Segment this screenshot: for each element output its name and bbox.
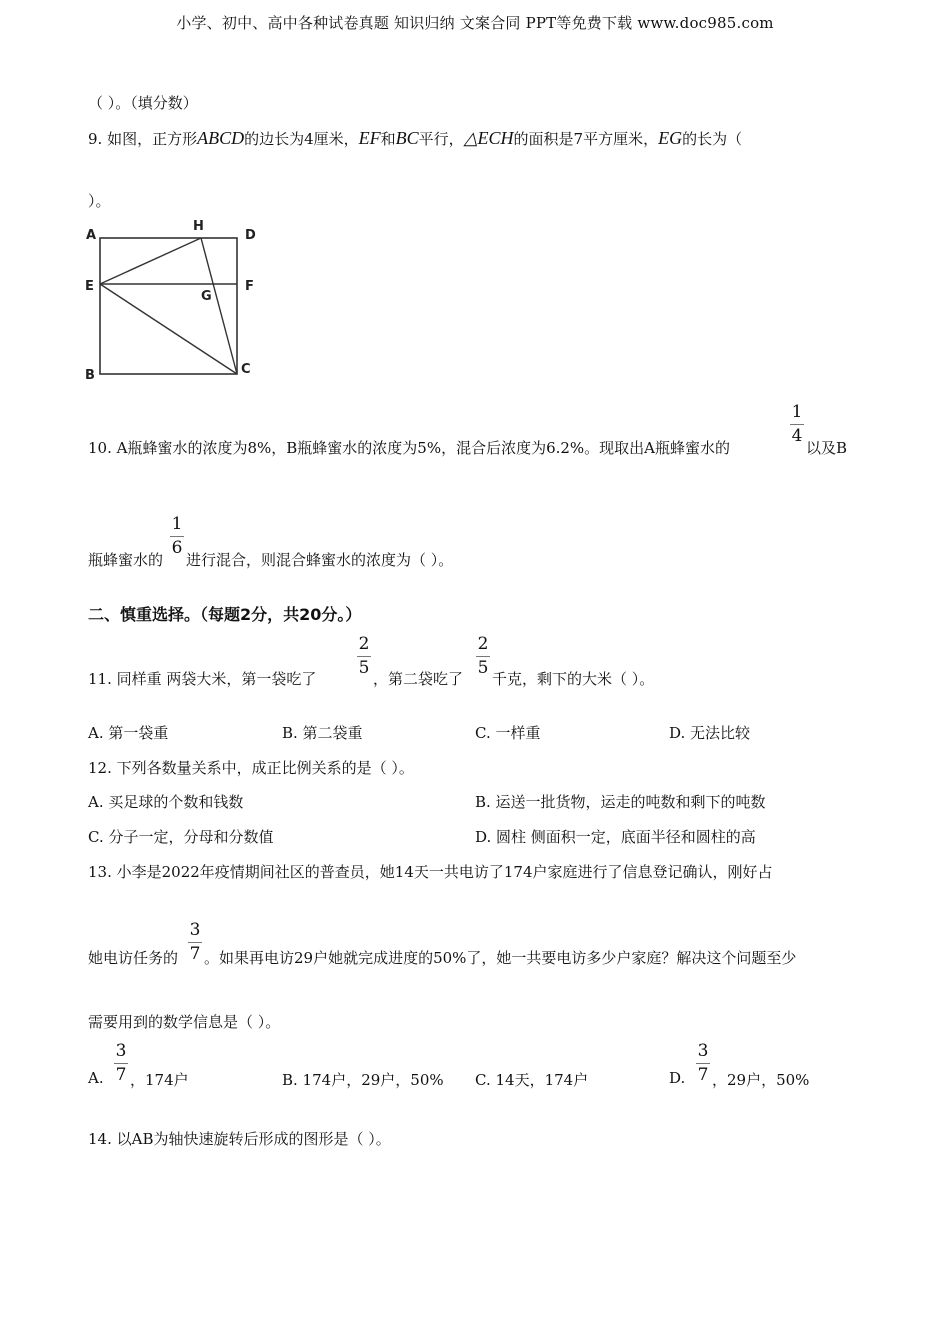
- q11-frac1-numerator: 2: [358, 634, 370, 654]
- q9-var-bc: BC: [395, 128, 419, 148]
- q11-text-b: ，第二袋吃了: [373, 670, 464, 688]
- q10-frac2-numerator: 1: [171, 514, 183, 534]
- q10-line1: 10. A瓶蜂蜜水的浓度为8%，B瓶蜂蜜水的浓度为5%，混合后浓度为6.2%。现取出A瓶蜂蜜水的: [88, 439, 731, 457]
- label-c: C: [241, 362, 251, 377]
- q11-frac2-numerator: 2: [477, 634, 489, 654]
- q13-optd-denominator: 7: [697, 1065, 709, 1085]
- q10-line1-tail: 以及B: [806, 439, 848, 457]
- label-f: F: [245, 279, 254, 294]
- label-h: H: [193, 219, 204, 234]
- q11-option-b: B. 第二袋重: [282, 724, 363, 742]
- q10-line2-a: 瓶蜂蜜水的: [88, 551, 164, 569]
- section-2-title: 二、慎重选择。（每题2分，共20分。）: [88, 605, 362, 624]
- q12-option-c: C. 分子一定，分母和分数值: [88, 828, 274, 846]
- q11-frac2-denominator: 5: [477, 658, 489, 678]
- q9-var-abcd: ABCD: [197, 128, 245, 148]
- q9-text-6: 的长为（: [682, 130, 743, 148]
- q13-fraction: [188, 922, 202, 963]
- label-d: D: [245, 228, 256, 243]
- square-figure: [80, 215, 260, 385]
- q13-optd-numerator: 3: [697, 1041, 709, 1061]
- q12-option-d: D. 圆柱 侧面积一定，底面半径和圆柱的高: [475, 828, 756, 846]
- q9-stem: [88, 128, 742, 149]
- q12-option-a: A. 买足球的个数和钱数: [88, 793, 244, 811]
- page-header: 小学、初中、高中各种试卷真题 知识归纳 文案合同 PPT等免费下载 www.doc985.com: [176, 14, 774, 32]
- q14-stem: 14. 以AB为轴快速旋转后形成的图形是（ ）。: [88, 1130, 391, 1148]
- q13-line3: 需要用到的数学信息是（ ）。: [88, 1013, 281, 1031]
- q12-option-b: B. 运送一批货物，运走的吨数和剩下的吨数: [475, 793, 766, 811]
- q13-line1: 13. 小李是2022年疫情期间社区的普查员，她14天一共电访了174户家庭进行了信息登记确认，刚好占: [88, 863, 773, 881]
- segment-eh: [100, 238, 201, 284]
- q13-option-a-label: A.: [88, 1069, 104, 1087]
- q13-frac-denominator: 7: [189, 944, 201, 964]
- q9-text-2: 的边长为4厘米，: [244, 130, 359, 148]
- q13-option-a-text: ，174户: [130, 1071, 189, 1089]
- q9-text-1: 9. 如图，正方形: [88, 130, 198, 148]
- q10-line2-b: 进行混合，则混合蜂蜜水的浓度为（ ）。: [186, 551, 454, 569]
- q12-stem: 12. 下列各数量关系中，成正比例关系的是（ ）。: [88, 759, 414, 777]
- q9-var-eg: EG: [658, 128, 683, 148]
- q9-text-4: 平行，: [418, 130, 464, 148]
- q10-fraction-2: [170, 516, 184, 557]
- q13-option-d-fraction: [696, 1043, 710, 1084]
- q10-frac1-numerator: 1: [791, 402, 803, 422]
- label-g: G: [201, 289, 212, 304]
- q9-text-3: 和: [380, 130, 396, 148]
- q13-option-b: B. 174户，29户，50%: [282, 1071, 444, 1089]
- q9-stem-line2: ）。: [88, 192, 111, 210]
- q13-option-d-label: D.: [669, 1069, 686, 1087]
- q13-option-c: C. 14天，174户: [475, 1071, 589, 1089]
- label-b: B: [85, 368, 95, 383]
- q11-fraction-1: [357, 636, 371, 677]
- q13-opta-numerator: 3: [115, 1041, 127, 1061]
- q13-line2-b: 。如果再电访29户她就完成进度的50%了，她一共要电访多少户家庭？解决这个问题至少: [204, 949, 797, 967]
- label-e: E: [85, 279, 94, 294]
- q10-frac1-denominator: 4: [791, 426, 803, 446]
- q13-opta-denominator: 7: [115, 1065, 127, 1085]
- q11-option-c: C. 一样重: [475, 724, 541, 742]
- q10-fraction-1: [790, 404, 804, 445]
- q11-text-a: 11. 同样重 两袋大米，第一袋吃了: [88, 670, 317, 688]
- q9-var-ech: △ECH: [463, 128, 514, 148]
- q11-option-d: D. 无法比较: [669, 724, 751, 742]
- q11-frac1-denominator: 5: [358, 658, 370, 678]
- q13-option-a-fraction: [114, 1043, 128, 1084]
- label-a: A: [86, 228, 97, 243]
- q8-tail: （ ）。（填分数）: [88, 94, 198, 112]
- q13-line2-a: 她电访任务的: [88, 949, 179, 967]
- q13-option-d-text: ，29户，50%: [712, 1071, 810, 1089]
- q11-option-a: A. 第一袋重: [88, 724, 169, 742]
- q10-frac2-denominator: 6: [171, 538, 183, 558]
- q11-fraction-2: [476, 636, 490, 677]
- q13-frac-numerator: 3: [189, 920, 201, 940]
- square-abcd: [100, 238, 237, 374]
- q9-var-ef: EF: [358, 128, 381, 148]
- q9-text-5: 的面积是7平方厘米，: [513, 130, 659, 148]
- q11-text-c: 千克，剩下的大米（ ）。: [492, 670, 655, 688]
